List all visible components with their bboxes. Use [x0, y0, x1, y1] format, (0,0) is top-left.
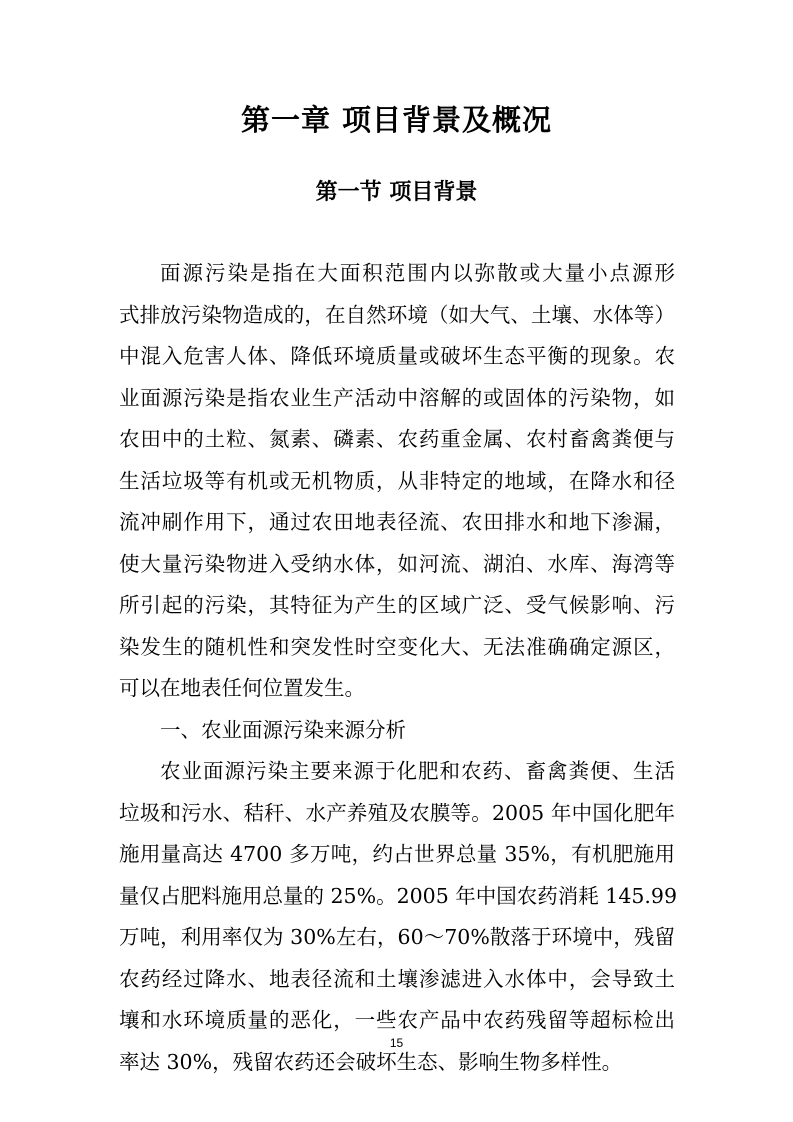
text-line: 可以在地表任何位置发生。: [119, 676, 365, 700]
paragraph-definition: [119, 253, 675, 710]
page-number: 15: [389, 1036, 404, 1050]
text-line: 所引起的污染，其特征为产生的区域广泛、受气候影响、污: [119, 593, 675, 617]
text-line: 生活垃圾等有机或无机物质，从非特定的地域，在降水和径: [119, 468, 675, 493]
subsection-heading: 一、农业面源污染来源分析: [160, 717, 406, 742]
text-line: 农业面源污染主要来源于化肥和农药、畜禽粪便、生活: [160, 759, 675, 783]
text-line: 量仅占肥料施用总量的 25%。2005 年中国农药消耗 145.99: [119, 883, 678, 908]
text-line: 中混入危害人体、降低环境质量或破坏生态平衡的现象。农: [119, 344, 675, 368]
text-line: 式排放污染物造成的，在自然环境（如大气、土壤、水体等）: [119, 302, 675, 327]
text-line: 农田中的土粒、氮素、磷素、农药重金属、农村畜禽粪便与: [119, 427, 675, 451]
text-line: 面源污染是指在大面积范围内以弥散或大量小点源形: [160, 261, 675, 285]
text-line: 万吨，利用率仅为 30%左右，60～70%散落于环境中，残留: [119, 925, 675, 949]
text-line: 使大量污染物进入受纳水体，如河流、湖泊、水库、海湾等: [119, 551, 675, 576]
text-line: 业面源污染是指农业生产活动中溶解的或固体的污染物，如: [119, 385, 675, 410]
text-line: 施用量高达 4700 多万吨，约占世界总量 35%，有机肥施用: [119, 842, 675, 866]
text-line: 垃圾和污水、秸秆、水产养殖及农膜等。2005 年中国化肥年: [119, 800, 675, 825]
text-line: 染发生的随机性和突发性时空变化大、无法准确确定源区，: [119, 634, 675, 659]
text-line: 率达 30%，残留农药还会破坏生态、影响生物多样性。: [119, 1049, 623, 1074]
chapter-title: 第一章 项目背景及概况: [240, 103, 553, 137]
body-text: [119, 253, 678, 1083]
text-line: 壤和水环境质量的恶化，一些农产品中农药残留等超标检出: [119, 1008, 675, 1032]
text-line: 流冲刷作用下，通过农田地表径流、农田排水和地下渗漏，: [119, 510, 675, 534]
section-title: 第一节 项目背景: [315, 180, 478, 205]
paragraph-sources: [119, 751, 678, 1083]
text-line: 农药经过降水、地表径流和土壤渗滤进入水体中，会导致土: [119, 966, 675, 991]
